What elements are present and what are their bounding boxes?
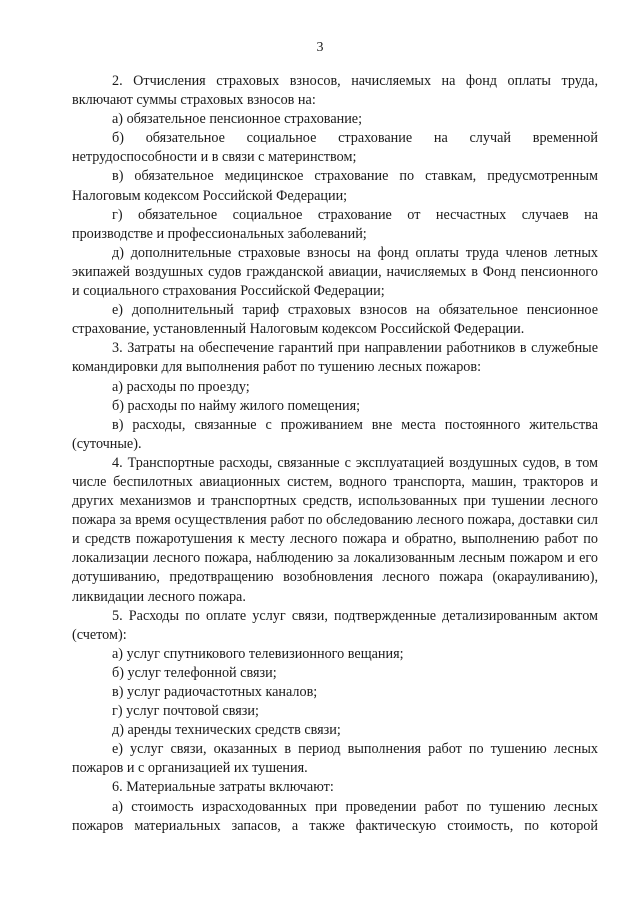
paragraph: в) расходы, связанные с проживанием вне места постоянного жительства (суточные). (72, 416, 598, 452)
paragraph: в) услуг радиочастотных каналов; (112, 684, 318, 700)
paragraph: в) обязательное медицинское страхование по ставкам, предусмотренным Налоговым кодексом Российской Федерации; (72, 168, 598, 204)
paragraph: а) стоимость израсходованных при проведении работ по тушению лесных пожаров материальных запасов, а также фактическую стоимость, по которой (72, 798, 598, 834)
paragraph: 3. Затраты на обеспечение гарантий при направлении работников в служебные командировки для выполнения работ по тушению лесных пожаров: (72, 340, 598, 376)
paragraph: 2. Отчисления страховых взносов, начисляемых на фонд оплаты труда, включают суммы страховых взносов на: (72, 73, 598, 109)
paragraph: г) услуг почтовой связи; (112, 703, 259, 720)
paragraph: е) дополнительный тариф страховых взносов на обязательное пенсионное страхование, установленный Налоговым кодексом Российской Федерации. (72, 302, 598, 338)
paragraph: 5. Расходы по оплате услуг связи, подтвержденные детализированным актом (счетом): (72, 607, 598, 643)
paragraph: г) обязательное социальное страхование от несчастных случаев на производстве и профессиональных заболеваний; (72, 206, 598, 242)
paragraph: е) услуг связи, оказанных в период выполнения работ по тушению лесных пожаров и с организацией их тушения. (72, 741, 598, 777)
paragraph: 4. Транспортные расходы, связанные с эксплуатацией воздушных судов, в том числе беспилотных авиационных систем, водного транспорта, машин, тракторов и других механизмов и транспортных средств, использованных при тушении лесного пожара за время осуществления работ по обследованию лесного пожара, доставки сил и средств пожаротушения к месту лесного пожара и обратно, выполнению работ по локализации лесного пожара, наблюдению за локализованным лесным пожаром и его дотушиванию, предотвращению возобновления лесного пожара (окарауливанию), ликвидации лесного пожара. (72, 454, 598, 605)
document-body (72, 72, 598, 836)
page-number: 3 (316, 40, 324, 55)
paragraph: 6. Материальные затраты включают: (112, 779, 334, 796)
paragraph: б) услуг телефонной связи; (112, 664, 277, 681)
paragraph: б) обязательное социальное страхование на случай временной нетрудоспособности и в связи с материнством; (72, 130, 598, 166)
paragraph: б) расходы по найму жилого помещения; (112, 397, 361, 414)
paragraph: а) услуг спутникового телевизионного вещания; (112, 645, 404, 662)
paragraph: а) расходы по проезду; (112, 378, 250, 395)
paragraph: д) аренды технических средств связи; (112, 722, 341, 739)
paragraph: а) обязательное пенсионное страхование; (112, 111, 363, 128)
paragraph: д) дополнительные страховые взносы на фонд оплаты труда членов летных экипажей воздушных судов гражданской авиации, начисляемых в Фонд пенсионного и социального страхования Российской Федерации; (72, 244, 598, 300)
